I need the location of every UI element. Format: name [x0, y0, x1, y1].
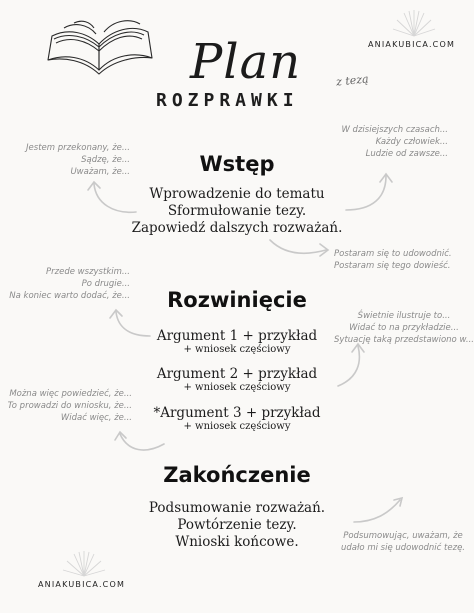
- phrase: Sądzę, że...: [81, 155, 130, 165]
- phrase: Widać to na przykładzie...: [349, 323, 459, 333]
- brand-bottom: ANIAKUBICA.COM: [38, 580, 126, 589]
- argument-sub: + wniosek częściowy: [183, 344, 291, 355]
- open-book-icon: [44, 14, 154, 78]
- arrow-end-right: [350, 492, 410, 528]
- end-line: Wnioski końcowe.: [175, 534, 299, 550]
- intro-right-low-phrases: [334, 248, 474, 272]
- phrase: To prowadzi do wniosku, że...: [7, 401, 132, 411]
- sun-decoration-bottom: [62, 548, 106, 578]
- arrow-body-right: [318, 342, 368, 392]
- title-tag: z tezą: [335, 72, 370, 89]
- arrow-body-left-low: [112, 424, 172, 456]
- phrase: Na koniec warto dodać, że...: [9, 291, 130, 301]
- heading-end: Zakończenie: [163, 463, 311, 487]
- phrase: Świetnie ilustruje to...: [357, 311, 451, 321]
- argument-main: Argument 1 + przykład: [156, 328, 318, 344]
- end-line: Podsumowanie rozważań.: [148, 500, 326, 516]
- title-rozprawki: ROZPRAWKI: [156, 90, 299, 111]
- end-line: Powtórzenie tezy.: [177, 517, 297, 533]
- phrase: Uważam, że...: [70, 167, 130, 177]
- phrase: Ludzie od zawsze...: [365, 149, 448, 159]
- brand-top: ANIAKUBICA.COM: [368, 40, 456, 49]
- intro-line: Sformułowanie tezy.: [167, 203, 307, 219]
- argument-sub: + wniosek częściowy: [183, 421, 291, 432]
- phrase: Można więc powiedzieć, że...: [9, 389, 132, 399]
- title-plan: Plan: [190, 34, 302, 90]
- phrase: Postaram się tego dowieść.: [334, 261, 451, 271]
- argument-block-1: [0, 328, 474, 355]
- phrase: Jestem przekonany, że...: [26, 143, 130, 153]
- end-right-phrases: [336, 530, 470, 554]
- phrase: Po drugie...: [81, 279, 130, 289]
- phrase: Przede wszystkim...: [46, 267, 130, 277]
- intro-line: Wprowadzenie do tematu: [149, 186, 325, 202]
- phrase: Postaram się to udowodnić.: [334, 249, 452, 259]
- argument-main: *Argument 3 + przykład: [153, 405, 321, 421]
- argument-block-2: [0, 366, 474, 393]
- heading-intro: Wstęp: [199, 152, 275, 176]
- arrow-intro-left: [84, 178, 144, 218]
- phrase: Podsumowując, uważam, że: [343, 531, 463, 541]
- sun-decoration-top: [392, 6, 436, 38]
- argument-sub: + wniosek częściowy: [183, 382, 291, 393]
- phrase: Widać więc, że...: [60, 413, 132, 423]
- phrase: Każdy człowiek...: [375, 137, 448, 147]
- argument-block-3: [0, 405, 474, 432]
- arrow-body-left-top: [108, 306, 158, 340]
- argument-main: Argument 2 + przykład: [156, 366, 318, 382]
- heading-body: Rozwinięcie: [167, 288, 307, 312]
- arrow-intro-right-low: [264, 232, 334, 262]
- phrase: W dzisiejszych czasach...: [341, 125, 448, 135]
- phrase: Sytuację taką przedstawiono w...: [334, 335, 474, 345]
- intro-line: Zapowiedź dalszych rozważań.: [131, 220, 343, 236]
- intro-lines: [0, 186, 474, 237]
- arrow-intro-right: [340, 170, 400, 214]
- phrase: udało mi się udowodnić tezę.: [340, 543, 465, 553]
